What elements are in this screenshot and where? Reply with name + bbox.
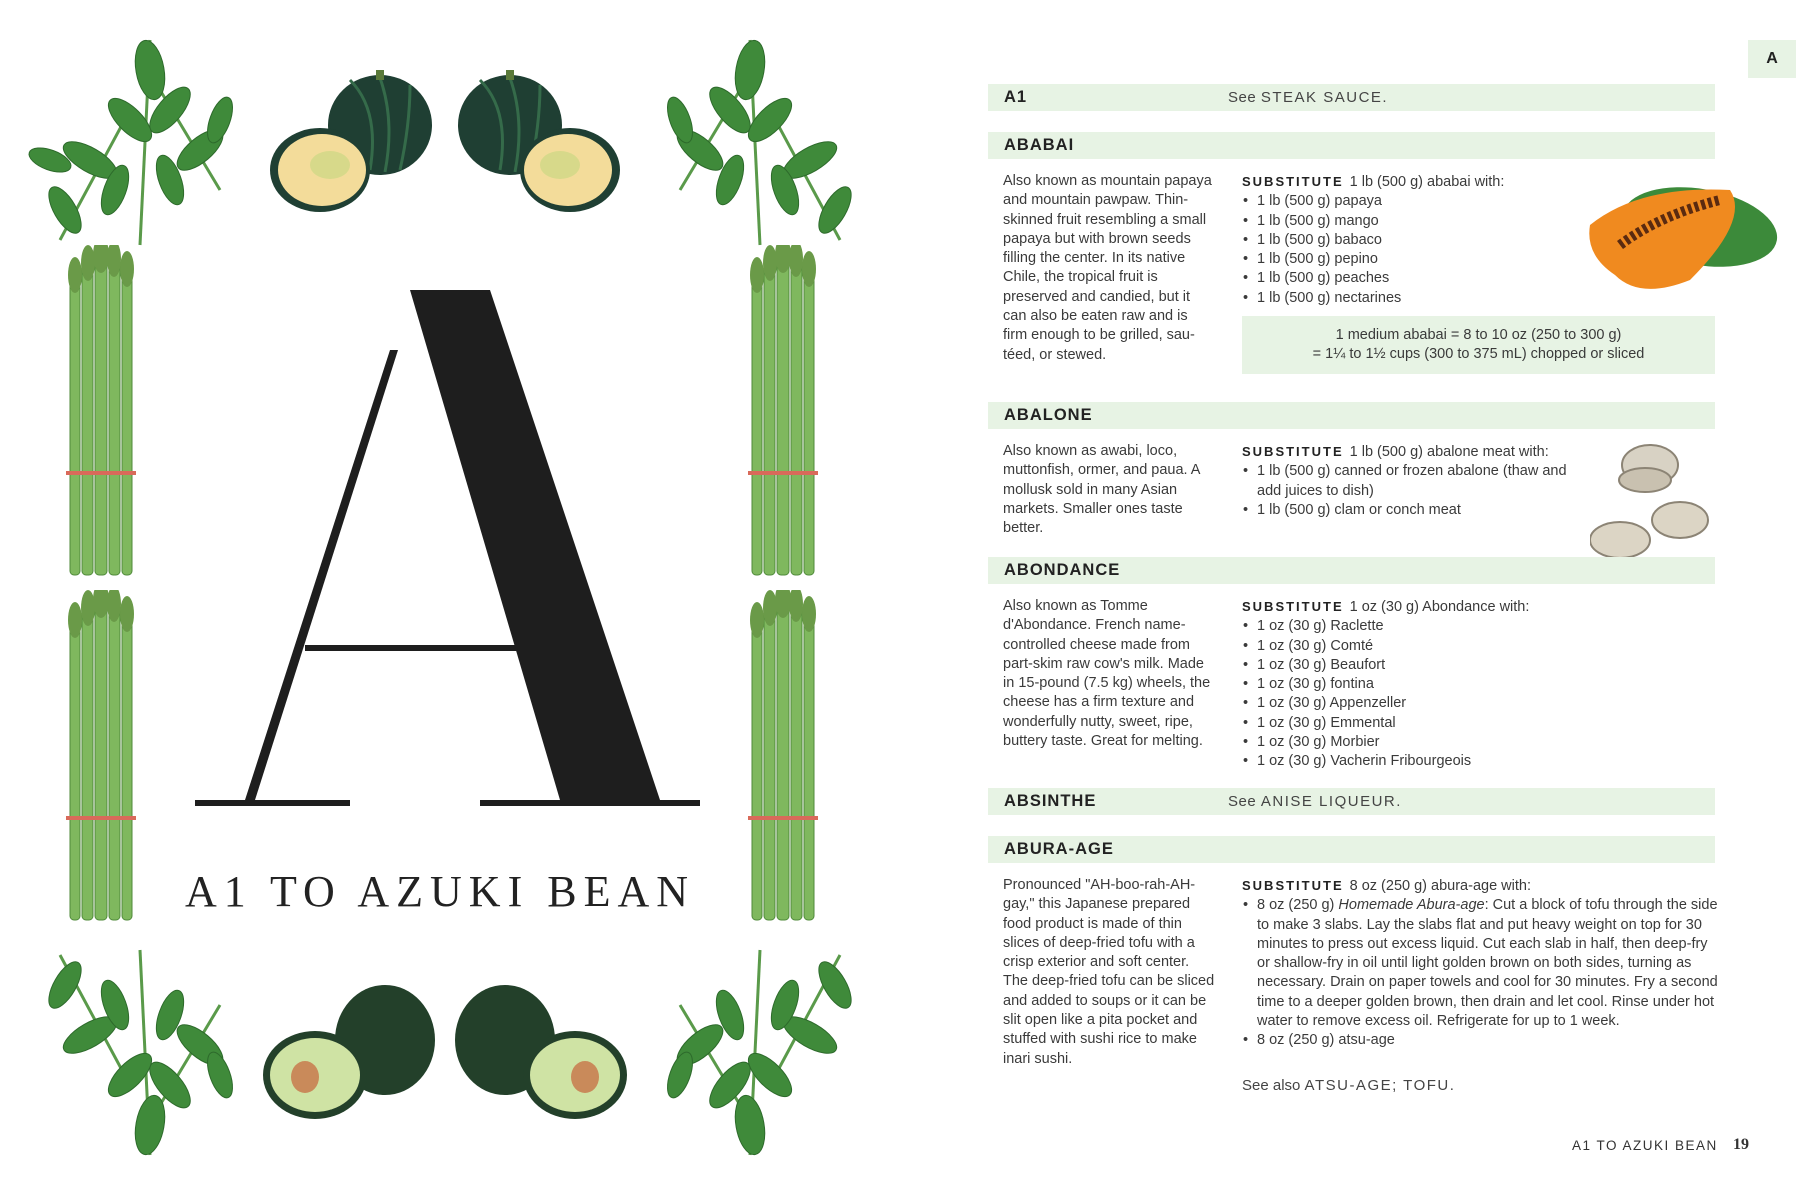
entry-name: ABALONE bbox=[1004, 406, 1093, 424]
right-page bbox=[880, 0, 1796, 1196]
entry-header-absinthe bbox=[988, 788, 1715, 815]
big-letter-a bbox=[190, 290, 700, 810]
arugula-leaves-icon bbox=[20, 30, 250, 250]
see-suffix: . bbox=[1396, 793, 1401, 810]
left-page bbox=[0, 0, 880, 1196]
entry-description: Also known as Tomme d'Abondance. French name-controlled cheese made from part-skim raw cow's milk. Made in 15-pound (7.5 kg) wheels, the cheese has a firm texture and wonderfully nutty, sweet, ripe, buttery taste. Great for melting. bbox=[1003, 598, 1211, 750]
see-also bbox=[1242, 1077, 1455, 1094]
equivalence-line: 1 medium ababai = 8 to 10 oz (250 to 300 g) bbox=[1335, 327, 1622, 343]
see-prefix: See bbox=[1228, 793, 1257, 810]
avocado-icon bbox=[260, 985, 630, 1125]
asparagus-bundle-icon bbox=[740, 590, 835, 925]
list-item: • 1 oz (30 g) fontina bbox=[1242, 675, 1602, 694]
substitute-intro: 1 oz (30 g) Abondance with: bbox=[1349, 599, 1530, 615]
list-item: • 1 oz (30 g) Emmental bbox=[1242, 714, 1602, 733]
substitute-list bbox=[1242, 617, 1602, 771]
substitute-label: SUBSTITUTE bbox=[1242, 878, 1344, 893]
substitute-list bbox=[1242, 462, 1572, 520]
asparagus-bundle-icon bbox=[58, 590, 153, 925]
equivalence-box bbox=[1242, 316, 1715, 374]
recipe-name: Homemade Abura-age bbox=[1338, 897, 1485, 914]
entry-description: Pronounced "AH-boo-rah-AH-gay," this Japanese prepared food product is made of thin slices of deep-fried tofu with a crisp exterior and soft center. The deep-fried tofu can be sliced and added to soups or it can be slit open like a pita pocket and stuffed with sushi rice to make inari sushi. bbox=[1003, 877, 1215, 1067]
substitute-intro: 1 lb (500 g) ababai with: bbox=[1349, 174, 1505, 190]
list-item: • 1 oz (30 g) Appenzeller bbox=[1242, 694, 1602, 713]
list-item: • 1 oz (30 g) Beaufort bbox=[1242, 656, 1602, 675]
list-item: • 1 lb (500 g) nectarines bbox=[1242, 289, 1602, 308]
entry-name: ABSINTHE bbox=[1004, 792, 1097, 810]
see-target: STEAK SAUCE bbox=[1260, 89, 1383, 106]
substitute-intro: 1 lb (500 g) abalone meat with: bbox=[1349, 444, 1549, 460]
see-prefix: See bbox=[1228, 89, 1257, 106]
entry-name: ABONDANCE bbox=[1004, 561, 1121, 579]
papaya-icon bbox=[1580, 175, 1780, 300]
substitute-label: SUBSTITUTE bbox=[1242, 599, 1344, 614]
substitute-list bbox=[1242, 896, 1718, 1050]
substitute-block bbox=[1242, 597, 1602, 772]
list-item: • 1 lb (500 g) peaches bbox=[1242, 269, 1602, 288]
list-item: • 1 oz (30 g) Morbier bbox=[1242, 733, 1602, 752]
substitute-block bbox=[1242, 876, 1718, 1051]
substitute-label: SUBSTITUTE bbox=[1242, 444, 1344, 459]
see-also-prefix: See also bbox=[1242, 1077, 1301, 1094]
entry-header-a1 bbox=[988, 84, 1715, 111]
asparagus-bundle-icon bbox=[58, 245, 153, 580]
entry-description: Also known as mountain papaya and mountain pawpaw. Thin-skinned fruit resembling a small papaya but with brown seeds filling the center. In its native Chile, the tropical fruit is preserved and candied, but it can also be eaten raw and is firm enough to be grilled, sau-téed, or stewed. bbox=[1003, 173, 1212, 363]
list-item: • 1 lb (500 g) papaya bbox=[1242, 192, 1602, 211]
entry-description: Also known as awabi, loco, muttonfish, ormer, and paua. A mollusk sold in many Asian markets. Smaller ones taste better. bbox=[1003, 443, 1200, 537]
list-item: • 1 oz (30 g) Comté bbox=[1242, 637, 1602, 656]
see-also-targets: ATSU-AGE; TOFU. bbox=[1304, 1077, 1456, 1094]
entry-name: ABURA-AGE bbox=[1004, 840, 1114, 858]
equivalence-line: = 1¼ to 1½ cups (300 to 375 mL) chopped or sliced bbox=[1312, 346, 1645, 363]
list-item: • 1 oz (30 g) Raclette bbox=[1242, 617, 1602, 636]
list-item: • 1 lb (500 g) clam or conch meat bbox=[1242, 501, 1572, 520]
running-footer: A1 TO AZUKI BEAN bbox=[1572, 1138, 1718, 1153]
entry-header-ababai bbox=[988, 132, 1715, 159]
list-item: • 1 oz (30 g) Vacherin Fribourgeois bbox=[1242, 752, 1602, 771]
list-item: • 1 lb (500 g) mango bbox=[1242, 212, 1602, 231]
list-item: • 1 lb (500 g) canned or frozen abalone (thaw and add juices to dish) bbox=[1242, 462, 1572, 501]
list-item: • 1 lb (500 g) babaco bbox=[1242, 231, 1602, 250]
see-reference bbox=[1228, 793, 1401, 810]
see-suffix: . bbox=[1382, 89, 1388, 106]
entry-header-abondance bbox=[988, 557, 1715, 584]
list-item bbox=[1242, 896, 1718, 1031]
see-reference bbox=[1228, 89, 1387, 106]
acorn-squash-icon bbox=[270, 70, 620, 220]
entry-name: ABABAI bbox=[1004, 136, 1075, 154]
chapter-title: A1 TO AZUKI BEAN bbox=[184, 867, 696, 916]
abalone-shells-icon bbox=[1590, 440, 1710, 565]
substitute-amount: 8 oz (250 g) bbox=[1257, 897, 1335, 914]
thumb-index-tab: A bbox=[1748, 40, 1796, 78]
entry-header-abura-age bbox=[988, 836, 1715, 863]
substitute-block bbox=[1242, 172, 1602, 308]
substitute-block bbox=[1242, 442, 1572, 520]
recipe-instructions: : Cut a block of tofu through the side to make 3 slabs. Lay the slabs flat and put heavy weight on top for 30 minutes to press out excess liquid. Cut each slab in half, then deep-fry or shallow-fry in oil until light golden brown on both sides, turning as necessary. Drain on paper towels and cool for 30 minutes. Fry a second time to a deeper golden brown, then drain and let cool. Rinse under hot water to remove excess oil. Refrigerate for up to 1 week. bbox=[1257, 897, 1718, 1030]
substitute-intro: 8 oz (250 g) abura-age with: bbox=[1349, 878, 1531, 894]
list-item: • 8 oz (250 g) atsu-age bbox=[1242, 1031, 1718, 1050]
see-target: ANISE LIQUEUR bbox=[1260, 793, 1397, 810]
entry-header-abalone bbox=[988, 402, 1715, 429]
page-number: 19 bbox=[1733, 1136, 1749, 1153]
list-item: • 1 lb (500 g) pepino bbox=[1242, 250, 1602, 269]
entry-name: A1 bbox=[1004, 88, 1028, 106]
arugula-leaves-icon bbox=[650, 945, 880, 1165]
asparagus-bundle-icon bbox=[740, 245, 835, 580]
arugula-leaves-icon bbox=[20, 945, 250, 1165]
substitute-label: SUBSTITUTE bbox=[1242, 174, 1344, 189]
arugula-leaves-icon bbox=[650, 30, 880, 250]
substitute-list bbox=[1242, 192, 1602, 308]
